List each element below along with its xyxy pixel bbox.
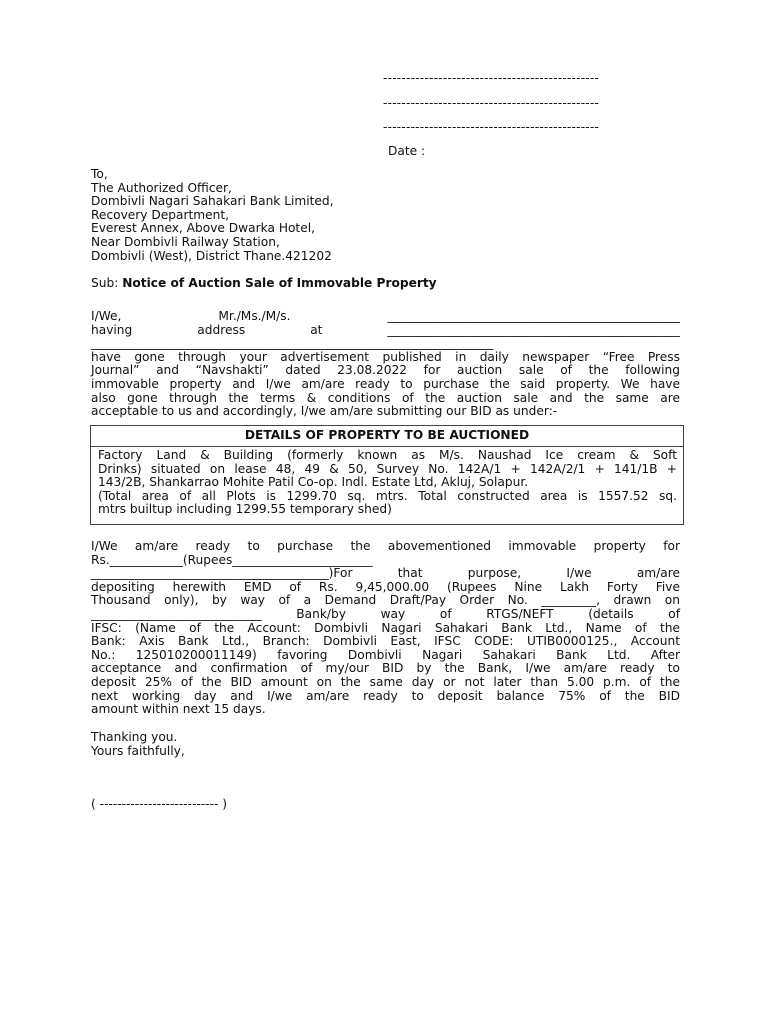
bid-line: No.: 125010200011149) favoring Dombivli Nagari Sahakari Bank Ltd. After xyxy=(91,647,680,662)
bid-line: Thousand only), by way of a Demand Draft/Pay Order No. _________, drawn on xyxy=(91,593,680,608)
bid-line: deposit 25% of the BID amount on the same day or not later than 5.00 p.m. of the xyxy=(91,674,680,689)
date-label: Date : xyxy=(388,144,426,158)
property-line: (Total area of all Plots is 1299.70 sq. mtrs. Total constructed area is 1557.52 sq. xyxy=(98,488,677,503)
bid-line: Bank: Axis Bank Ltd., Branch: Dombivli East, IFSC CODE: UTIB0000125., Account xyxy=(91,634,680,649)
intro-line: having address at ________________________________________________ xyxy=(91,322,680,337)
address-line: To, xyxy=(91,167,108,181)
subject-prefix: Sub: xyxy=(91,276,123,290)
subject-line xyxy=(91,277,437,291)
recipient-address xyxy=(91,168,334,263)
address-line: Recovery Department, xyxy=(91,207,230,222)
sender-line-2: ----------------------------------------------- xyxy=(383,97,600,110)
bid-line: next working day and I/we am/are ready to deposit balance 75% of the BID xyxy=(91,688,680,703)
property-details-heading: DETAILS OF PROPERTY TO BE AUCTIONED xyxy=(91,426,683,447)
property-details-box xyxy=(90,425,684,525)
address-line: The Authorized Officer, xyxy=(91,180,232,195)
thanks-text: Thanking you. xyxy=(91,730,178,744)
bid-line: IFSC: (Name of the Account: Dombivli Nagari Sahakari Bank Ltd., Name of the xyxy=(91,620,680,635)
intro-line: __________________________________________________________________ xyxy=(91,336,494,351)
intro-line: I/We, Mr./Ms./M/s. ________________________________________________ xyxy=(91,309,680,323)
intro-line: Journal” and “Navshakti” dated 23.08.2022 for auction sale of the following xyxy=(91,363,680,378)
intro-paragraph xyxy=(91,310,680,419)
intro-line: immovable property and I/we am/are ready to purchase the said property. We have xyxy=(91,376,680,391)
bid-paragraph xyxy=(91,540,680,717)
address-line: Dombivli (West), District Thane.421202 xyxy=(91,248,332,263)
intro-line: acceptable to us and accordingly, I/we am/are submitting our BID as under:- xyxy=(91,404,558,419)
signature-line: ( --------------------------- ) xyxy=(91,797,227,811)
property-line: Factory Land & Building (formerly known as M/s. Naushad Ice cream & Soft xyxy=(98,448,677,462)
bid-line: acceptance and confirmation of my/our BID by the Bank, I/we am/are ready to xyxy=(91,661,680,676)
address-line: Everest Annex, Above Dwarka Hotel, xyxy=(91,221,315,236)
sender-line-1: ----------------------------------------------- xyxy=(383,72,600,85)
address-line: Dombivli Nagari Sahakari Bank Limited, xyxy=(91,194,334,209)
intro-line: have gone through your advertisement published in daily newspaper “Free Press xyxy=(91,349,680,364)
property-line: Drinks) situated on lease 48, 49 & 50, Survey No. 142A/1 + 142A/2/1 + 141/1B + xyxy=(98,461,677,476)
bid-line: _______________________________________)For that purpose, I/we am/are xyxy=(91,566,680,581)
property-details-body xyxy=(91,447,683,517)
intro-line: also gone through the terms & conditions of the auction sale and the same are xyxy=(91,390,680,405)
sender-line-3: ----------------------------------------------- xyxy=(383,121,600,134)
bid-line: I/We am/are ready to purchase the abovementioned immovable property for xyxy=(91,539,680,553)
bid-line: depositing herewith EMD of Rs. 9,45,000.00 (Rupees Nine Lakh Forty Five xyxy=(91,579,680,594)
bid-line: amount within next 15 days. xyxy=(91,702,266,717)
sign-off-text: Yours faithfully, xyxy=(91,744,185,758)
bid-line: ____________________________ Bank/by way of RTGS/NEFT (details of xyxy=(91,606,680,621)
bid-line: Rs.____________(Rupees_______________________ xyxy=(91,552,373,567)
property-line: 143/2B, Shankarrao Mohite Patil Co-op. Indl. Estate Ltd, Akluj, Solapur. xyxy=(98,475,529,490)
subject-text: Notice of Auction Sale of Immovable Property xyxy=(122,276,437,290)
address-line: Near Dombivli Railway Station, xyxy=(91,234,280,249)
property-line: mtrs builtup including 1299.55 temporary shed) xyxy=(98,502,392,517)
